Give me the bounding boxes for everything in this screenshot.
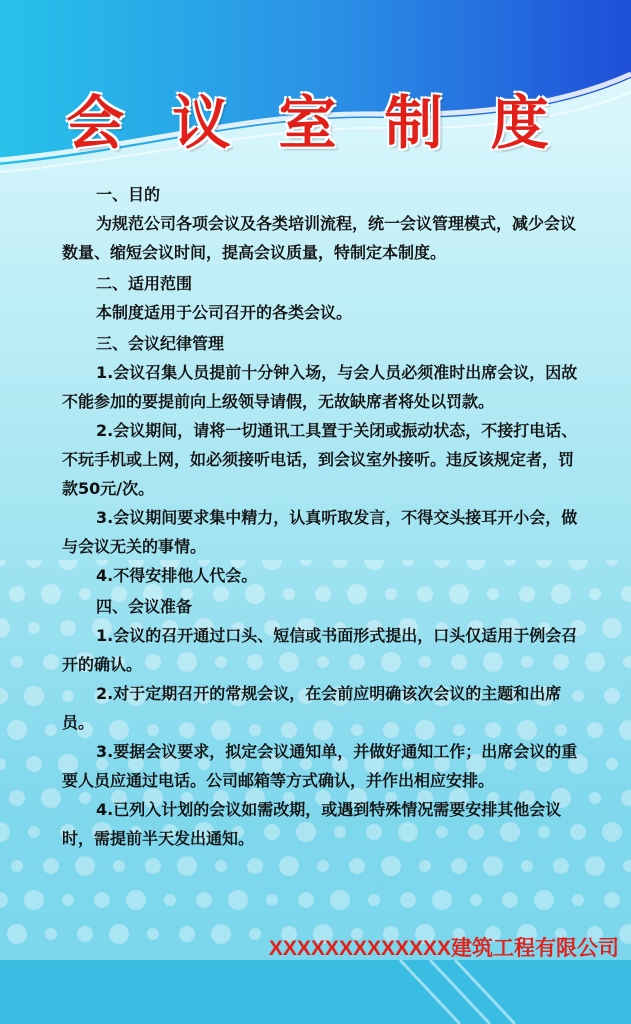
- section-paragraph: 3.要据会议要求，拟定会议通知单，并做好通知工作；出席会议的重要人员应通过电话。公司邮箱等方式确认，并作出相应安排。: [62, 742, 578, 790]
- regulation-content: [62, 178, 580, 853]
- section-heading: 二、适用范围: [96, 274, 193, 293]
- section-paragraph: 1.会议召集人员提前十分钟入场，与会人员必须准时出席会议，因故不能参加的要提前向上级领导请假，无故缺席者将处以罚款。: [62, 363, 578, 411]
- section-paragraph: 为规范公司各项会议及各类培训流程，统一会议管理模式，减少会议数量、缩短会议时间，提高会议质量，特制定本制度。: [62, 214, 577, 262]
- section-paragraph: 2.会议期间，请将一切通讯工具置于关闭或振动状态，不接打电话、不玩手机或上网，如必须接听电话，到会议室外接听。违反该规定者，罚款50元/次。: [62, 421, 578, 498]
- page-title: 会 议 室 制 度: [66, 91, 565, 156]
- section-paragraph: 1.会议的召开通过口头、短信或书面形式提出，口头仅适用于例会召开的确认。: [62, 626, 578, 674]
- section-paragraph: 2.对于定期召开的常规会议，在会前应明确该次会议的主题和出席员。: [62, 684, 562, 732]
- section-paragraph: 4.已列入计划的会议如需改期，或遇到特殊情况需要安排其他会议时，需提前半天发出通知。: [62, 800, 562, 848]
- section-heading: 三、会议纪律管理: [96, 334, 225, 353]
- section-paragraph: 3.会议期间要求集中精力，认真听取发言，不得交头接耳开小会，做与会议无关的事情。: [62, 508, 578, 556]
- section-paragraph: 本制度适用于公司召开的各类会议。: [96, 303, 353, 322]
- company-name: XXXXXXXXXXXXX建筑工程有限公司: [268, 937, 619, 960]
- section-heading: 一、目的: [96, 185, 161, 204]
- section-heading: 四、会议准备: [96, 597, 193, 616]
- section-paragraph: 4.不得安排他人代会。: [96, 566, 258, 585]
- footer-band: [0, 960, 631, 1024]
